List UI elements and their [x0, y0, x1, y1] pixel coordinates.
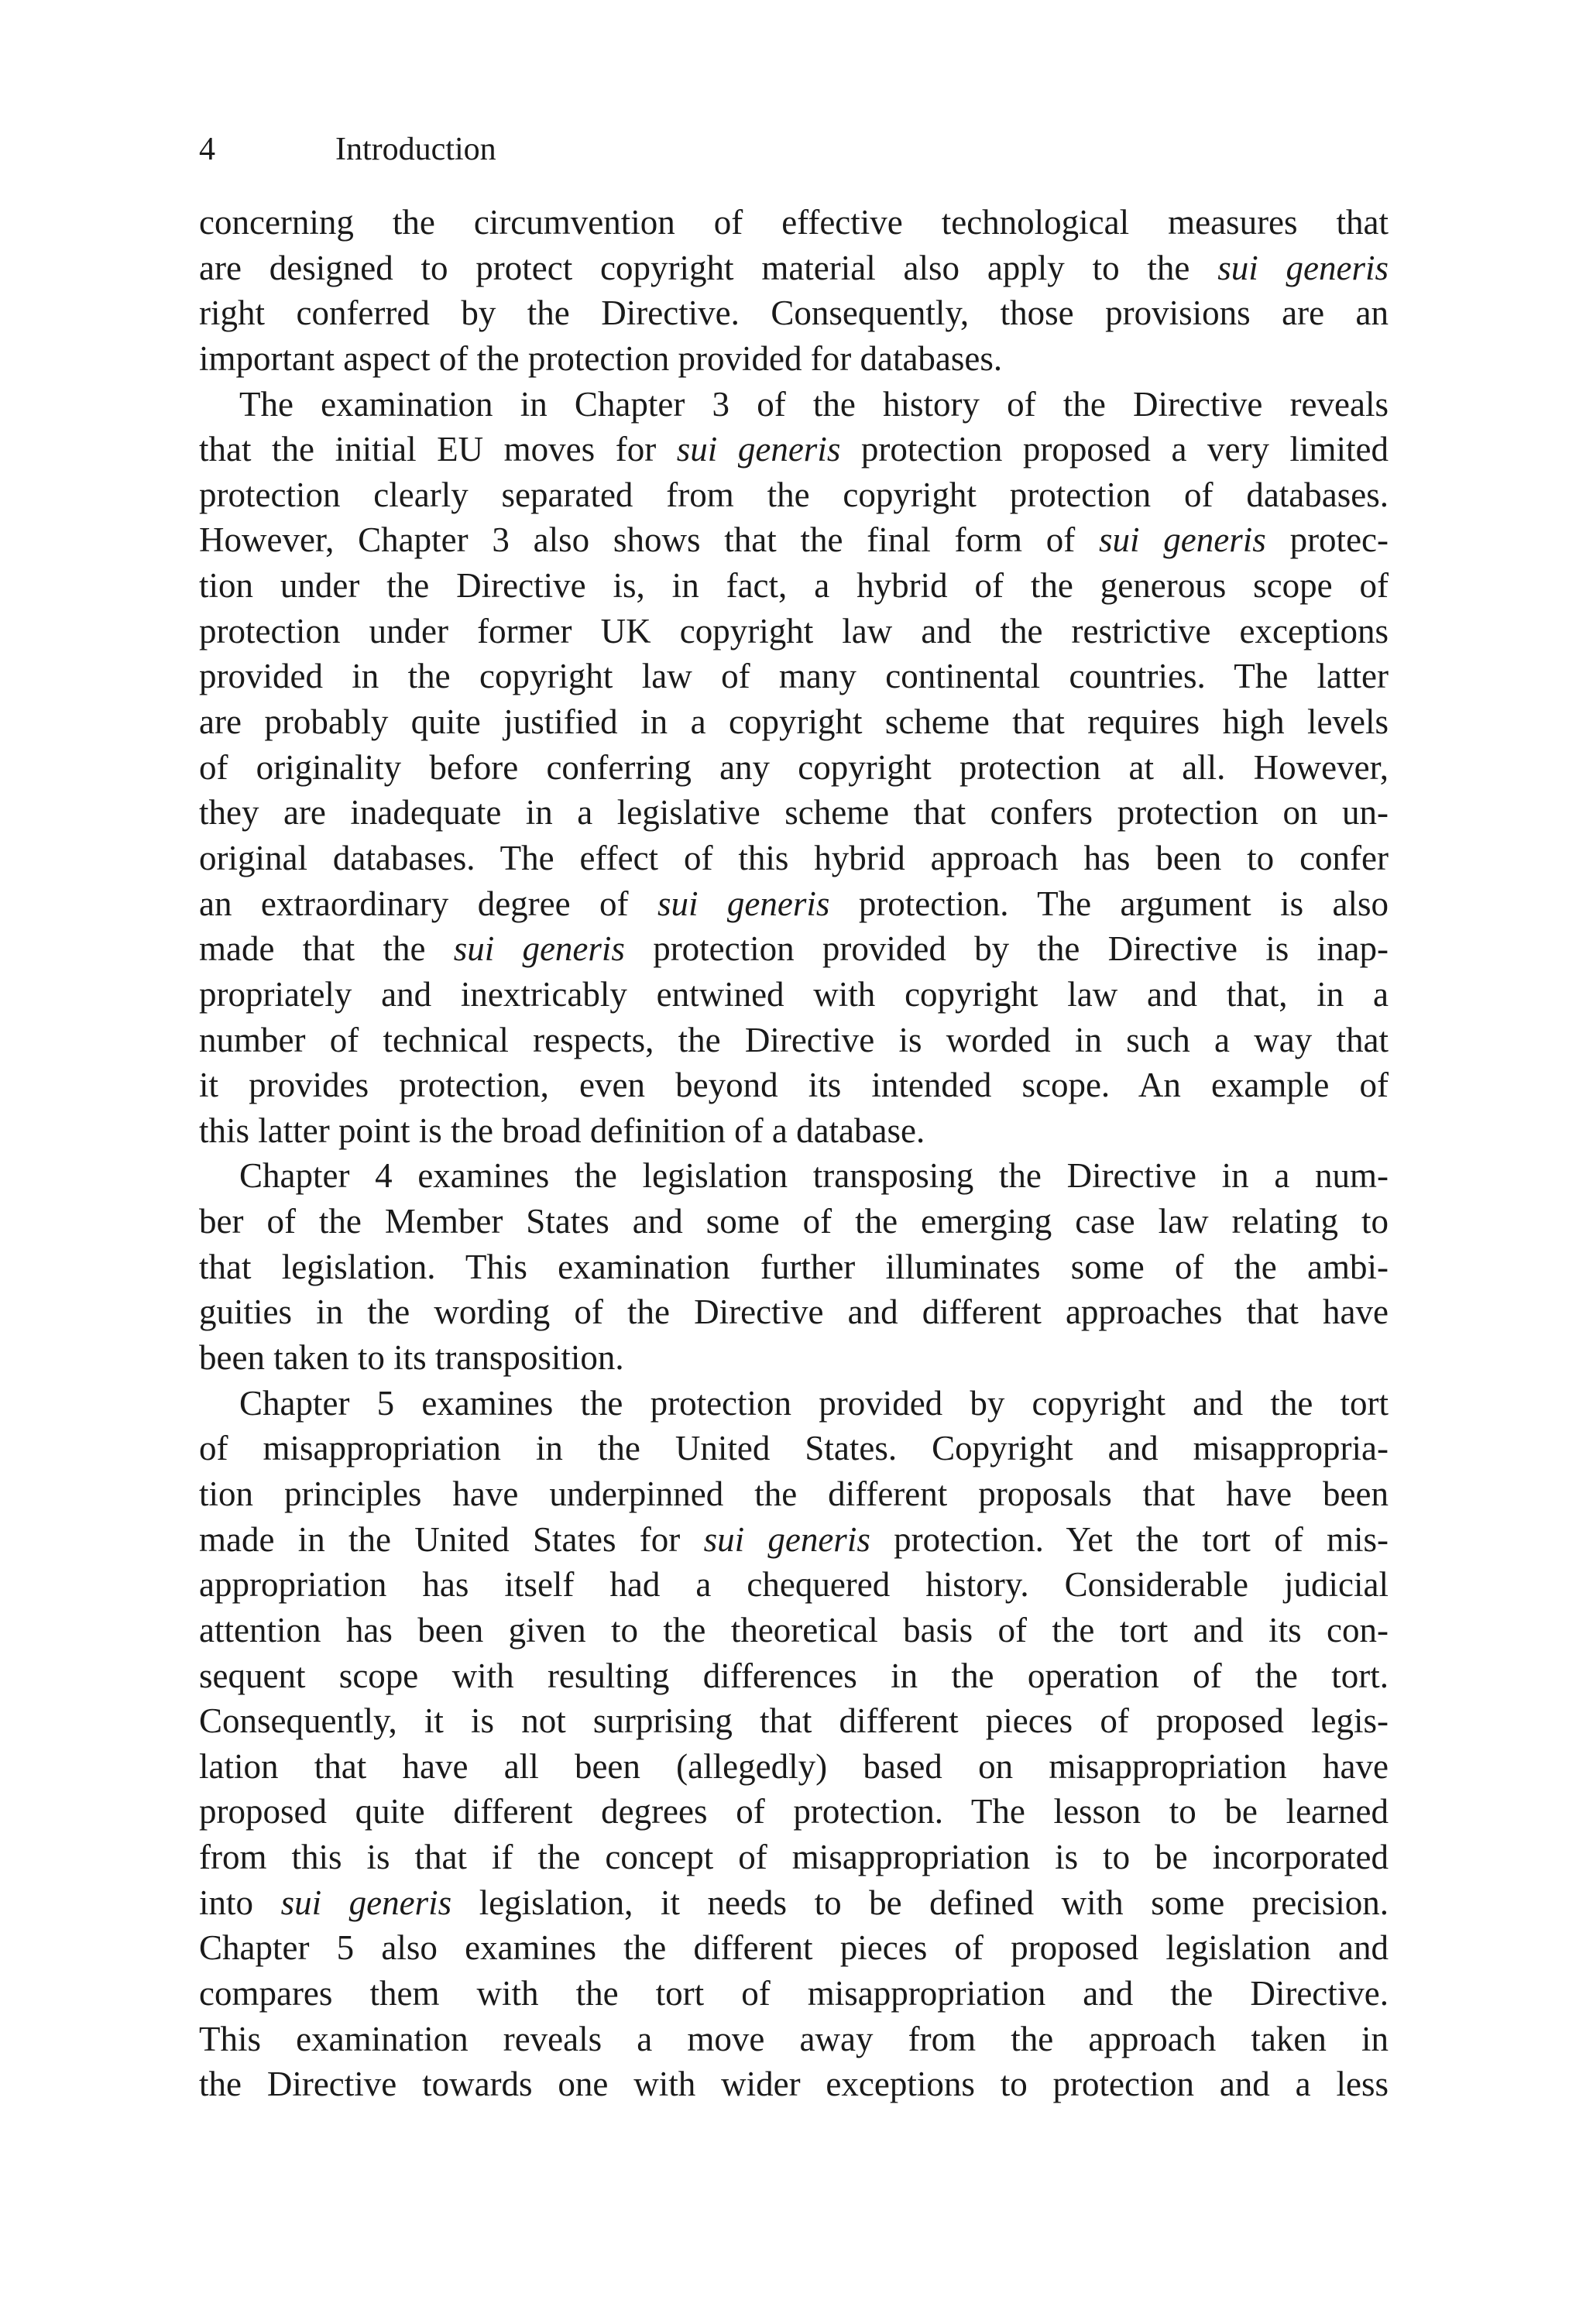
text-segment: legislation, it needs to be defined with some precision.: [451, 1883, 1389, 1922]
text-line: [199, 2017, 1389, 2062]
text-segment: been taken to its transposition.: [199, 1338, 624, 1378]
text-line: [199, 1062, 1389, 1108]
text-segment: important aspect of the protection provided for databases.: [199, 338, 1003, 378]
text-segment: ber of the Member States and some of the emerging case law relating to: [199, 1202, 1389, 1241]
italic-term: sui generis: [703, 1519, 870, 1559]
text-segment: sequent scope with resulting differences in the operation of the tort.: [199, 1656, 1389, 1695]
text-line: [199, 881, 1389, 927]
text-line: [199, 1698, 1389, 1744]
text-line: [199, 1018, 1389, 1063]
text-line: [199, 1153, 1389, 1199]
text-segment: The examination in Chapter 3 of the history of the Directive reveals: [239, 384, 1389, 424]
text-segment: However, Chapter 3 also shows that the final form of: [199, 520, 1100, 560]
text-line: [199, 563, 1389, 609]
text-segment: original databases. The effect of this hybrid approach has been to confer: [199, 838, 1389, 877]
text-line: [199, 1244, 1389, 1290]
text-line: [199, 245, 1389, 291]
text-segment: protection. The argument is also: [829, 884, 1389, 923]
text-line: [199, 609, 1389, 654]
text-segment: This examination reveals a move away from the approach taken in: [199, 2019, 1389, 2058]
text-segment: that legislation. This examination further illuminates some of the ambi-: [199, 1247, 1389, 1286]
text-line: [199, 200, 1389, 245]
text-segment: right conferred by the Directive. Consequently, those provisions are an: [199, 294, 1389, 333]
body-text: [199, 200, 1389, 2107]
text-line: [199, 1108, 1389, 1154]
text-line: [199, 1426, 1389, 1471]
text-line: [199, 1335, 1389, 1381]
italic-term: sui generis: [453, 929, 625, 969]
text-line: [199, 1608, 1389, 1653]
italic-term: sui generis: [657, 884, 830, 923]
running-head: [199, 128, 496, 171]
text-segment: attention has been given to the theoretical basis of the tort and its con-: [199, 1610, 1389, 1649]
text-line: [199, 1199, 1389, 1244]
text-segment: proposed quite different degrees of protection. The lesson to be learned: [199, 1792, 1389, 1831]
text-segment: an extraordinary degree of: [199, 884, 657, 923]
text-segment: of misappropriation in the United States. Copyright and misappropria-: [199, 1429, 1389, 1468]
italic-term: sui generis: [280, 1883, 452, 1922]
text-segment: are designed to protect copyright material also apply to the: [199, 248, 1218, 287]
text-line: [199, 790, 1389, 836]
text-segment: protection provided by the Directive is inap-: [624, 929, 1389, 969]
text-line: [199, 699, 1389, 745]
text-segment: the Directive towards one with wider exceptions to protection and a less: [199, 2065, 1389, 2104]
text-segment: made that the: [199, 929, 454, 969]
text-segment: Chapter 4 examines the legislation transposing the Directive in a num-: [239, 1156, 1389, 1196]
text-segment: appropriation has itself had a chequered history. Considerable judicial: [199, 1565, 1389, 1605]
text-segment: into: [199, 1883, 281, 1922]
text-segment: compares them with the tort of misappropriation and the Directive.: [199, 1973, 1389, 2013]
text-line: [199, 1653, 1389, 1699]
text-segment: Consequently, it is not surprising that different pieces of proposed legis-: [199, 1701, 1389, 1741]
text-segment: from this is that if the concept of misappropriation is to be incorporated: [199, 1838, 1389, 1877]
text-segment: concerning the circumvention of effective technological measures that: [199, 203, 1389, 242]
text-line: [199, 336, 1389, 382]
text-segment: protection under former UK copyright law and the restrictive exceptions: [199, 611, 1389, 651]
text-line: [199, 1971, 1389, 2017]
text-segment: they are inadequate in a legislative scheme that confers protection on un-: [199, 793, 1389, 832]
text-segment: are probably quite justified in a copyright scheme that requires high levels: [199, 702, 1389, 742]
text-line: [199, 472, 1389, 518]
text-line: [199, 1789, 1389, 1835]
text-line: [199, 1562, 1389, 1608]
text-segment: Chapter 5 also examines the different pieces of proposed legislation and: [199, 1928, 1389, 1968]
text-line: [199, 382, 1389, 427]
text-line: [199, 654, 1389, 699]
text-segment: protec-: [1265, 520, 1389, 560]
text-line: [199, 1517, 1389, 1563]
italic-term: sui generis: [1099, 520, 1266, 560]
text-line: [199, 745, 1389, 791]
text-line: [199, 1880, 1389, 1926]
text-line: [199, 1471, 1389, 1517]
text-segment: guities in the wording of the Directive and different approaches that have: [199, 1292, 1389, 1332]
text-segment: protection clearly separated from the copyright protection of databases.: [199, 475, 1389, 514]
text-line: [199, 517, 1389, 563]
text-segment: it provides protection, even beyond its intended scope. An example of: [199, 1066, 1389, 1105]
text-line: [199, 1289, 1389, 1335]
text-segment: lation that have all been (allegedly) based on misappropriation have: [199, 1746, 1389, 1786]
text-segment: propriately and inextricably entwined with copyright law and that, in a: [199, 974, 1389, 1014]
text-line: [199, 290, 1389, 336]
text-line: [199, 427, 1389, 472]
text-segment: Chapter 5 examines the protection provided by copyright and the tort: [239, 1383, 1389, 1423]
text-segment: this latter point is the broad definition of a database.: [199, 1111, 925, 1150]
italic-term: sui generis: [676, 430, 841, 469]
text-segment: number of technical respects, the Directive is worded in such a way that: [199, 1020, 1389, 1059]
text-line: [199, 972, 1389, 1018]
text-line: [199, 836, 1389, 881]
text-line: [199, 1381, 1389, 1426]
text-segment: of originality before conferring any copyright protection at all. However,: [199, 747, 1389, 787]
text-line: [199, 926, 1389, 972]
text-segment: provided in the copyright law of many continental countries. The latter: [199, 657, 1389, 696]
text-line: [199, 1925, 1389, 1971]
text-segment: protection. Yet the tort of mis-: [870, 1519, 1389, 1559]
text-line: [199, 1835, 1389, 1880]
text-segment: tion under the Directive is, in fact, a hybrid of the generous scope of: [199, 566, 1389, 606]
text-segment: protection proposed a very limited: [840, 430, 1389, 469]
text-segment: made in the United States for: [199, 1519, 704, 1559]
running-head-title: Introduction: [335, 132, 496, 167]
text-segment: that the initial EU moves for: [199, 430, 677, 469]
text-line: [199, 1744, 1389, 1790]
page-number: 4: [199, 132, 215, 167]
text-line: [199, 2061, 1389, 2107]
italic-term: sui generis: [1217, 248, 1389, 287]
text-segment: tion principles have underpinned the different proposals that have been: [199, 1474, 1389, 1513]
